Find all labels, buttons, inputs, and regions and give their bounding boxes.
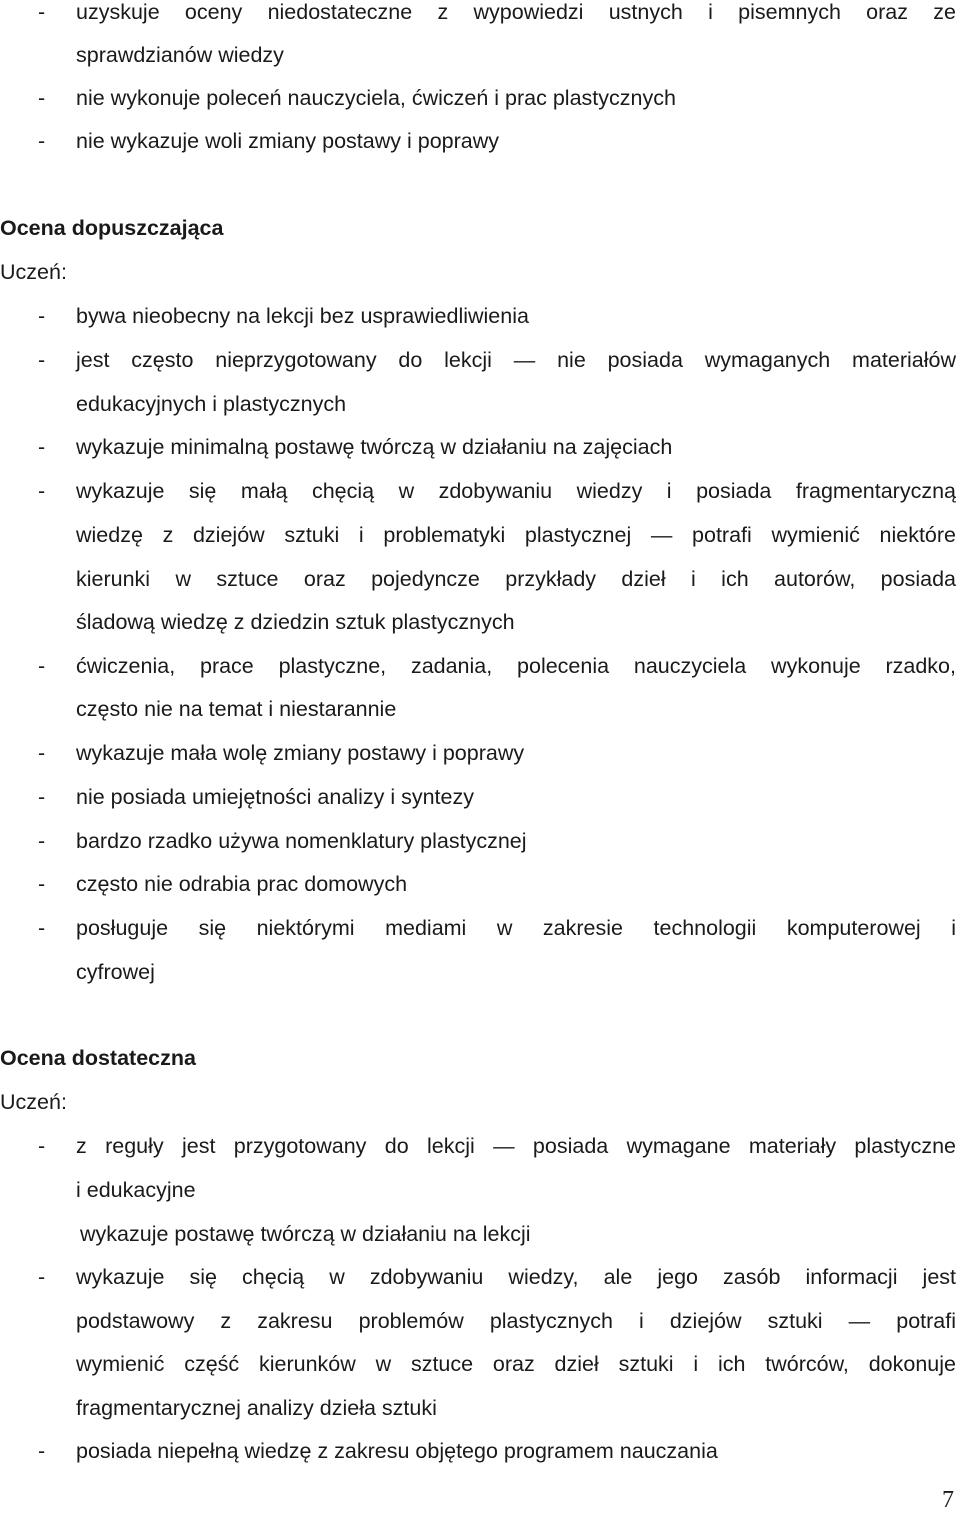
list-item-text: jest często nieprzygotowany do lekcji ― nie posiada wymaganych materiałów xyxy=(76,348,956,372)
list-item xyxy=(0,119,960,163)
subject-label: Uczeń: xyxy=(0,260,67,284)
list-item xyxy=(0,1255,960,1299)
list-item-text: wymienić część kierunków w sztuce oraz dzieł sztuki i ich twórców, dokonuje xyxy=(76,1352,956,1376)
bullet-dash: - xyxy=(38,872,46,896)
list-item-text: kierunki w sztuce oraz pojedyncze przykłady dzieł i ich autorów, posiada xyxy=(76,567,956,591)
list-item-text: wiedzę z dziejów sztuki i problematyki plastycznej ― potrafi wymienić niektóre xyxy=(76,523,956,547)
bullet-dash: - xyxy=(38,0,46,24)
list-item-continuation xyxy=(0,1212,960,1256)
section-subject xyxy=(0,1080,960,1124)
list-item-text: bardzo rzadko używa nomenklatury plastycznej xyxy=(76,829,527,853)
list-item xyxy=(0,0,960,34)
list-item xyxy=(0,819,960,863)
list-item xyxy=(0,1124,960,1168)
list-item-continuation xyxy=(0,513,960,557)
bullet-dash: - xyxy=(38,86,46,110)
list-item-text: nie wykazuje woli zmiany postawy i poprawy xyxy=(76,129,500,153)
list-item-continuation xyxy=(0,1386,960,1430)
list-item-text: wykazuje mała wolę zmiany postawy i poprawy xyxy=(76,741,525,765)
list-item-continuation xyxy=(0,33,960,77)
list-item-text: wykazuje postawę twórczą w działaniu na lekcji xyxy=(80,1222,531,1246)
list-item-text: wykazuje się chęcią w zdobywaniu wiedzy, ale jego zasób informacji jest xyxy=(76,1265,956,1289)
bullet-dash: - xyxy=(38,785,46,809)
subject-label: Uczeń: xyxy=(0,1090,67,1114)
list-item-text: i edukacyjne xyxy=(76,1178,196,1202)
page-number: 7 xyxy=(942,1487,954,1513)
list-item-continuation xyxy=(0,382,960,426)
bullet-dash: - xyxy=(38,916,46,940)
list-item-text: śladową wiedzę z dziedzin sztuk plastycznych xyxy=(76,610,515,634)
list-item-continuation xyxy=(0,950,960,994)
list-item xyxy=(0,469,960,513)
list-item-text: często nie odrabia prac domowych xyxy=(76,872,408,896)
list-item-text: cyfrowej xyxy=(76,960,155,984)
section-subject xyxy=(0,250,960,294)
list-item xyxy=(0,862,960,906)
list-item-continuation xyxy=(0,687,960,731)
list-item-text: często nie na temat i niestarannie xyxy=(76,697,397,721)
section-heading-dopuszczajaca xyxy=(0,206,960,250)
list-item-continuation xyxy=(0,1342,960,1386)
list-item xyxy=(0,906,960,950)
section-heading-dostateczna xyxy=(0,1036,960,1080)
list-item xyxy=(0,731,960,775)
list-item-continuation xyxy=(0,600,960,644)
list-item-text: wykazuje się małą chęcią w zdobywaniu wiedzy i posiada fragmentaryczną xyxy=(76,479,956,503)
list-item-text: uzyskuje oceny niedostateczne z wypowiedzi ustnych i pisemnych oraz ze xyxy=(76,0,956,24)
list-item-continuation xyxy=(0,1299,960,1343)
bullet-dash: - xyxy=(38,435,46,459)
list-item xyxy=(0,1429,960,1473)
bullet-dash: - xyxy=(38,304,46,328)
list-item-text: nie posiada umiejętności analizy i syntezy xyxy=(76,785,474,809)
bullet-dash: - xyxy=(38,741,46,765)
bullet-dash: - xyxy=(38,829,46,853)
bullet-dash: - xyxy=(38,479,46,503)
list-item-continuation xyxy=(0,1168,960,1212)
list-item-text: fragmentarycznej analizy dzieła sztuki xyxy=(76,1396,437,1420)
list-item-continuation xyxy=(0,557,960,601)
list-item-text: posiada niepełną wiedzę z zakresu objętego programem nauczania xyxy=(76,1439,718,1463)
bullet-dash: - xyxy=(38,1265,46,1289)
bullet-dash: - xyxy=(38,654,46,678)
list-item xyxy=(0,294,960,338)
section-title: Ocena dopuszczająca xyxy=(0,216,224,240)
bullet-dash: - xyxy=(38,1439,46,1463)
list-item xyxy=(0,76,960,120)
list-item xyxy=(0,338,960,382)
bullet-dash: - xyxy=(38,348,46,372)
list-item xyxy=(0,425,960,469)
section-title: Ocena dostateczna xyxy=(0,1046,196,1070)
list-item-text: sprawdzianów wiedzy xyxy=(76,43,284,67)
list-item xyxy=(0,644,960,688)
list-item-text: edukacyjnych i plastycznych xyxy=(76,392,347,416)
list-item-text: z reguły jest przygotowany do lekcji ― posiada wymagane materiały plastyczne xyxy=(76,1134,956,1158)
list-item xyxy=(0,775,960,819)
list-item-text: podstawowy z zakresu problemów plastycznych i dziejów sztuki ― potrafi xyxy=(76,1309,956,1333)
list-item-text: wykazuje minimalną postawę twórczą w działaniu na zajęciach xyxy=(76,435,673,459)
bullet-dash: - xyxy=(38,129,46,153)
list-item-text: ćwiczenia, prace plastyczne, zadania, polecenia nauczyciela wykonuje rzadko, xyxy=(76,654,956,678)
list-item-text: nie wykonuje poleceń nauczyciela, ćwiczeń i prac plastycznych xyxy=(76,86,676,110)
bullet-dash: - xyxy=(38,1134,46,1158)
list-item-text: posługuje się niektórymi mediami w zakresie technologii komputerowej i xyxy=(76,916,956,940)
list-item-text: bywa nieobecny na lekcji bez usprawiedliwienia xyxy=(76,304,529,328)
